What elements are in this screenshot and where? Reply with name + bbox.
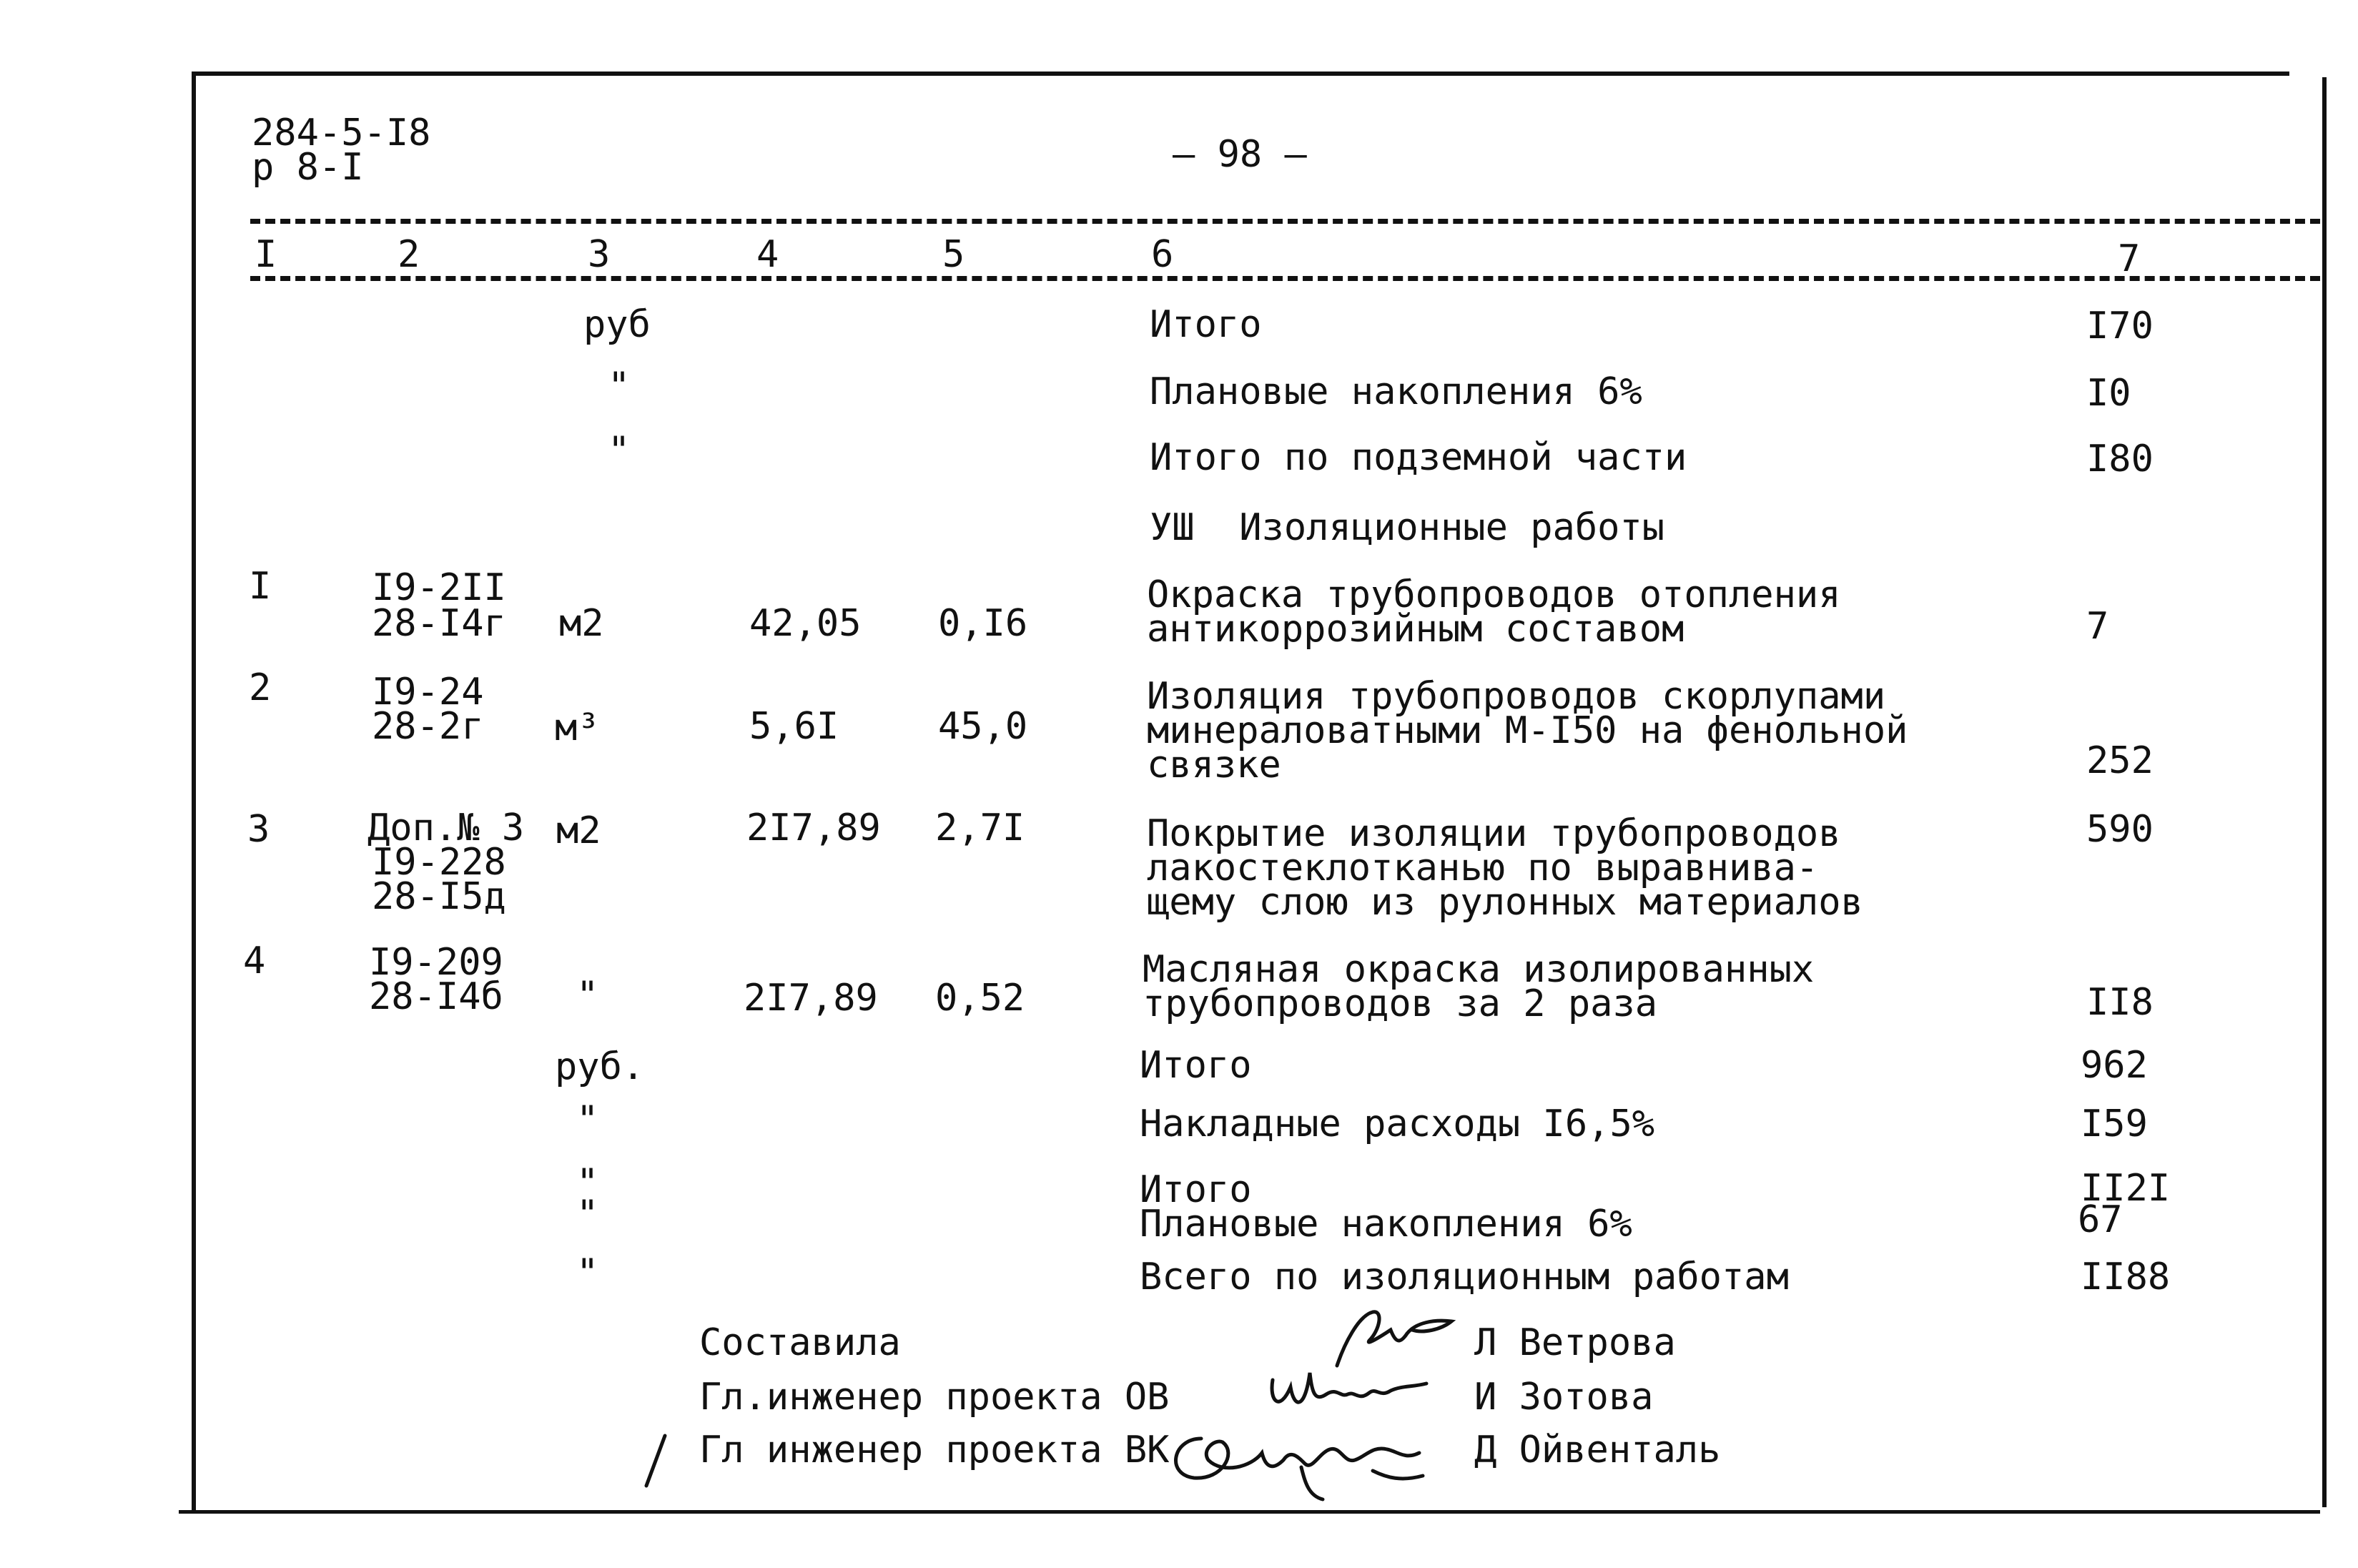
summary-name: Плановые накопления 6% [1150,370,1642,413]
summary-name: Накладные расходы I6,5% [1140,1103,1655,1145]
frame-bottom-line [179,1510,2320,1514]
summary-unit: " [576,1251,599,1294]
col-header-4: 4 [756,233,779,276]
row-code: 28-I4г [372,602,506,645]
row-total: II8 [2086,981,2154,1024]
row-total: 252 [2086,739,2154,782]
summary-unit: " [608,429,631,472]
row-price: 0,I6 [938,602,1028,645]
row-description: щему слою из рулонных материалов [1147,881,1863,924]
row-price: 0,52 [935,977,1025,1020]
row-unit: м2 [556,809,601,852]
row-quantity: 42,05 [749,602,862,645]
row-unit: " [576,974,599,1017]
row-code: I9-209 [369,941,503,984]
row-quantity: 2I7,89 [744,977,878,1020]
summary-name: Итого по подземной части [1150,436,1687,479]
summary-name: Итого [1150,303,1262,346]
summary-unit: " [608,365,631,408]
row-quantity: 2I7,89 [746,807,881,849]
col-header-7: 7 [2118,237,2141,280]
col-header-5: 5 [942,233,965,276]
row-unit: м2 [559,602,604,645]
summary-total: 67 [2078,1198,2123,1241]
summary-unit: " [576,1098,599,1141]
col-header-3: 3 [588,233,611,276]
col-header-2: 2 [398,233,420,276]
row-price: 45,0 [938,705,1028,748]
row-description: антикоррозийным составом [1147,608,1684,651]
frame-top-line [194,72,2289,76]
row-code: Доп.№ 3 [367,807,525,849]
row-code: 28-I4б [369,975,503,1018]
summary-total: II2I [2081,1167,2171,1210]
summary-total: 962 [2081,1044,2148,1087]
summary-name: Плановые накопления 6% [1140,1203,1632,1246]
summary-name: Итого [1140,1168,1252,1211]
row-total: 590 [2086,808,2154,851]
summary-unit: руб [583,303,651,346]
summary-unit: " [576,1161,599,1204]
summary-unit: " [576,1193,599,1236]
section-code: р 8-I [252,146,364,189]
summary-name: Итого [1140,1044,1252,1087]
header-dash-bottom [250,276,2320,281]
row-description: минераловатными М-I50 на фенольной [1147,709,1908,752]
signature-role: Составила [699,1321,901,1364]
row-description: связке [1147,744,1281,787]
row-code: I9-24 [372,671,484,714]
row-number: 2 [249,666,272,709]
row-total: 7 [2086,605,2109,648]
row-code: 28-I5д [372,875,506,918]
summary-total: I59 [2081,1103,2148,1145]
row-description: трубопроводов за 2 раза [1143,982,1658,1025]
signature-role: Гл.инженер проекта ОВ [699,1376,1170,1419]
summary-unit: руб. [555,1045,645,1088]
header-dash-top [250,219,2320,224]
doc-code: 284-5-I8 [252,112,431,154]
col-header-1: I [255,233,277,276]
summary-name: Всего по изоляционным работам [1140,1256,1789,1298]
handwritten-stroke [636,1430,679,1494]
row-description: лакостеклотканью по выравнива- [1147,847,1819,889]
page-number: — 98 — [1173,133,1307,176]
col-header-6: 6 [1151,233,1174,276]
row-unit: м³ [555,706,600,749]
section-title: УШ Изоляционные работы [1150,506,1665,549]
summary-total: I80 [2086,438,2154,480]
signature-role: Гл инженер проекта ВК [699,1429,1170,1471]
signature-name: Д Ойвенталь [1474,1429,1721,1471]
frame-left-line [192,72,196,1512]
row-code: I9-228 [372,841,506,884]
summary-total: I70 [2086,305,2154,347]
signature-name: И Зотова [1474,1376,1654,1419]
row-description: Покрытие изоляции трубопроводов [1147,812,1841,855]
row-number: 3 [247,808,270,851]
row-quantity: 5,6I [749,705,839,748]
row-code: 28-2г [372,705,484,748]
row-number: I [249,565,272,608]
row-description: Масляная окраска изолированных [1143,948,1815,991]
row-number: 4 [243,940,266,982]
row-price: 2,7I [935,807,1025,849]
row-description: Окраска трубопроводов отопления [1147,573,1841,616]
frame-right-line [2322,77,2327,1507]
row-description: Изоляция трубопроводов скорлупами [1147,675,1886,718]
signature-oiventhal [1158,1410,1444,1510]
row-code: I9-2II [372,566,506,609]
summary-total: I0 [2086,372,2131,415]
signature-name: Л Ветрова [1474,1321,1676,1364]
summary-total: II88 [2081,1256,2171,1298]
